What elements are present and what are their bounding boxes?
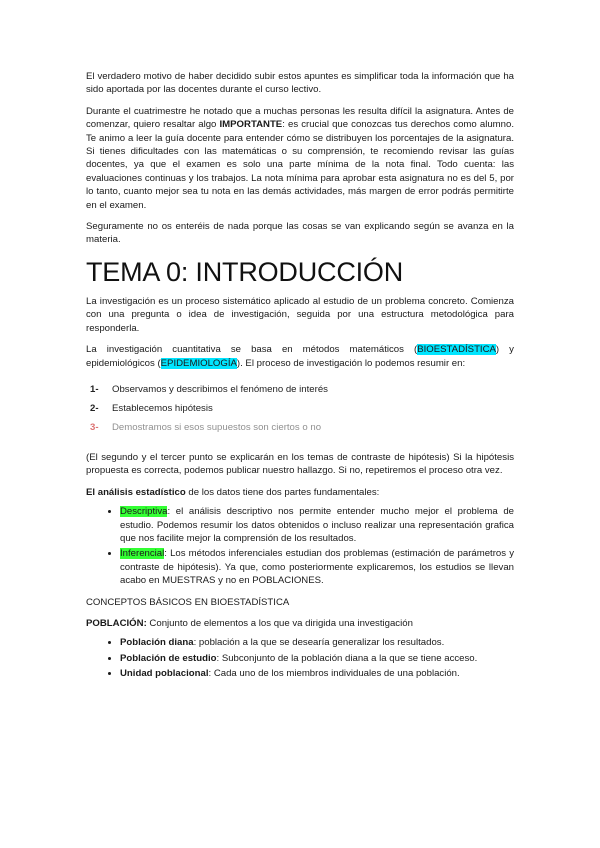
poblacion-definition: [86, 617, 514, 630]
highlight-epidemiologia: EPIDEMIOLOGÍA: [160, 357, 237, 369]
list-item: [90, 380, 514, 399]
list-item: [90, 399, 514, 418]
list-item: [120, 636, 514, 649]
bullet-text: : Los métodos inferenciales estudian dos problemas (estimación de parámetros y contraste de hipótesis). Ya que, como posteriormente explicaremos, los estudios se llevan acabo en MUESTRAS y no en POBLACIONES.: [120, 548, 514, 587]
tema-p2-text-b: ) y epidemiológicos (: [86, 344, 514, 369]
step-number: 1-: [90, 383, 99, 395]
analysis-bold: El análisis estadístico: [86, 486, 186, 498]
list-item: [120, 667, 514, 680]
list-item: [120, 652, 514, 665]
step-text: Demostramos si esos supuestos son ciertos o no: [112, 421, 322, 433]
tema-paragraph-1: La investigación es un proceso sistemático aplicado al estudio de un problema concreto. Comienza con una pregunta o idea de investigación, seguida por una estructura metodológica para responderla.: [86, 295, 514, 334]
analysis-rest: de los datos tiene dos partes fundamentales:: [185, 486, 380, 498]
highlight-descriptiva: Descriptiva: [120, 506, 168, 518]
conceptos-heading: CONCEPTOS BÁSICOS EN BIOESTADÍSTICA: [86, 596, 290, 608]
step-number: 2-: [90, 402, 99, 414]
list-item: [120, 505, 514, 545]
step-text: Establecemos hipótesis: [112, 402, 213, 414]
definition-term: Población de estudio: [120, 652, 217, 664]
intro-p2-important: IMPORTANTE: [219, 119, 283, 131]
section-title: TEMA 0: INTRODUCCIÓN: [86, 256, 404, 287]
tema-paragraph-3: (El segundo y el tercer punto se explicarán en los temas de contraste de hipótesis) Si la hipótesis propuesta es correcta, podemos publicar nuestro hallazgo. Si no, repetiremos el proceso otra vez.: [86, 451, 514, 477]
step-text: Observamos y describimos el fenómeno de interés: [112, 383, 328, 395]
intro-p2-text-a: Durante el cuatrimestre he notado que a muchas personas les resulta difícil la asignatura. Antes de comenzar, quiero resaltar algo: [86, 105, 514, 131]
definition-text: : población a la que se desearía generalizar los resultados.: [193, 637, 445, 649]
tema-p2-text-a: La investigación cuantitativa se basa en métodos matemáticos (: [86, 344, 418, 356]
tema-p2-text-c: ). El proceso de investigación lo podemos resumir en:: [236, 357, 466, 369]
process-steps-list: [86, 380, 514, 437]
definition-term: Unidad poblacional: [120, 668, 209, 680]
intro-p2-text-b: : es crucial que conozcas tus derechos como alumno. Te animo a leer la guía docente para entender cómo se distribuyen los porcentajes de la asignatura. Si tienes dificultades con las matemáticas o su comprensión, te recomiendo revisar las guías docentes, ya que el examen es solo una parte mínima de la nota final. Todo cuenta: las evaluaciones continuas y los trabajos. La nota mínima para aprobar esta asignatura no es del 5, por lo tanto, cuanto mejor sea tu nota en las demás actividades, más margen de error podrás permitirte en el examen.: [86, 119, 514, 211]
intro-paragraph-3: Seguramente no os enteréis de nada porque las cosas se van explicando según se avanza en la materia.: [86, 221, 514, 246]
list-item: [120, 547, 514, 587]
list-item: [90, 418, 514, 437]
document-page: [86, 70, 514, 689]
intro-paragraph-1: El verdadero motivo de haber decidido subir estos apuntes es simplificar toda la información que ha sido aportada por las docentes durante el curso lectivo.: [86, 71, 514, 96]
definition-text: : Subconjunto de la población diana a la que se tiene acceso.: [216, 652, 478, 664]
definitions-list: [86, 636, 514, 680]
highlight-bioestadistica: BIOESTADÍSTICA: [417, 344, 496, 356]
highlight-inferencial: Inferencial: [120, 548, 165, 560]
definition-term: Población diana: [120, 637, 194, 649]
poblacion-text: Conjunto de elementos a los que va dirigida una investigación: [146, 617, 413, 629]
analysis-intro: [86, 486, 514, 499]
definition-text: : Cada uno de los miembros individuales de una población.: [208, 668, 460, 680]
poblacion-term: POBLACIÓN:: [86, 617, 147, 629]
analysis-bullets: [86, 505, 514, 587]
tema-paragraph-2: [86, 343, 514, 370]
step-number: 3-: [90, 421, 99, 433]
bullet-text: : el análisis descriptivo nos permite entender mucho mejor el problema de estudio. Podemos resumir los datos obtenidos o incluso realizar una representación grafica que nos facilite mejor la comprensión de los resultados.: [120, 506, 514, 544]
intro-paragraph-2: [86, 105, 514, 212]
